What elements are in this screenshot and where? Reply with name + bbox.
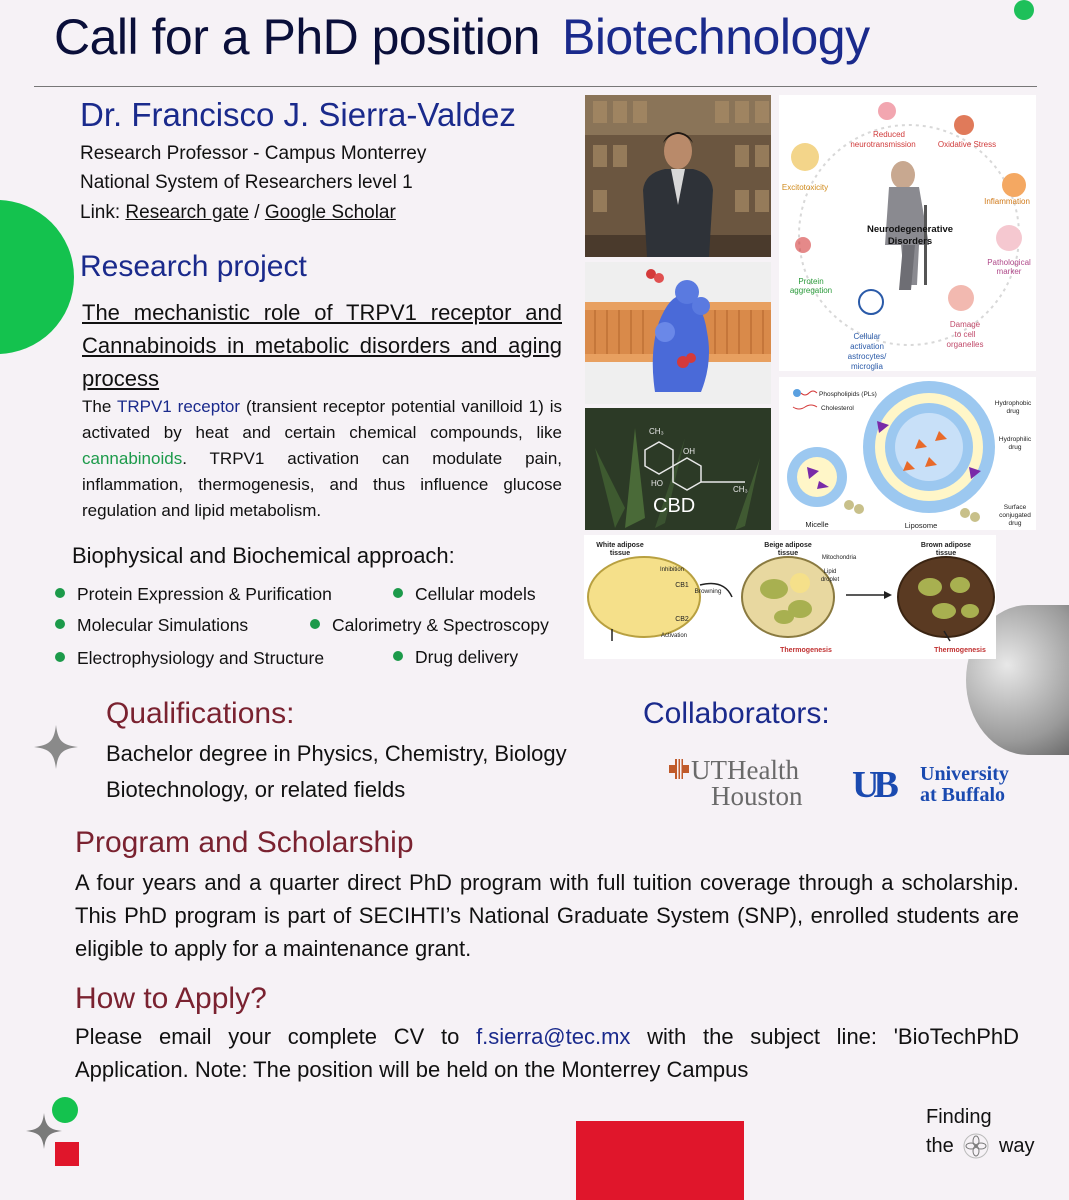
email-link[interactable]: f.sierra@tec.mx (476, 1024, 631, 1049)
neuro-cellular4: microglia (850, 362, 884, 371)
adipose-white: White adipose (596, 542, 644, 549)
adipose-cb1: CB1 (675, 582, 689, 589)
adipose-droplet: droplet (820, 577, 840, 583)
cbd-oh-top: OH (683, 447, 695, 456)
adipose-diagram (584, 535, 996, 659)
adipose-inhibition: Inhibition (659, 567, 685, 573)
ub-mark: UB (852, 764, 893, 806)
cbd-ho: HO (651, 479, 663, 488)
lipo-hydrophilic: Hydrophilic (998, 436, 1032, 443)
adipose-thermo2: Thermogenesis (934, 647, 986, 654)
cbd-ch3-right: CH₃ (733, 485, 748, 494)
bullet-dot (55, 652, 65, 662)
google-scholar-link[interactable]: Google Scholar (264, 202, 396, 223)
researcher-sni: National System of Researchers level 1 (80, 172, 413, 193)
neuro-inflammation: Inflammation (984, 197, 1030, 206)
lipo-surface2: conjugated (999, 512, 1031, 519)
red-square-bottom-left (55, 1142, 79, 1166)
approach-item: Drug delivery (393, 647, 518, 668)
cannabinoids-term: cannabinoids (82, 449, 183, 468)
uthealth-mark-icon (669, 759, 689, 779)
research-gate-link[interactable]: Research gate (125, 202, 249, 223)
red-block-bottom (576, 1121, 744, 1200)
neuro-reduced2: neurotransmission (850, 140, 916, 149)
neuro-pathological: Pathological (987, 258, 1031, 267)
qualifications-line1: Bachelor degree in Physics, Chemistry, Biology (106, 741, 567, 766)
neuro-cellular2: activation (850, 342, 884, 351)
researcher-role: Research Professor - Campus Monterrey (80, 143, 427, 164)
neuro-damage: Damage (949, 320, 981, 329)
approach-item: Calorimetry & Spectroscopy (310, 615, 549, 636)
adipose-browning: Browning (694, 588, 722, 595)
bullet-dot (393, 651, 403, 661)
apply-text: Please email your complete CV to f.sierra@tec.mx with the subject line: 'BioTechPhD Application. Note: The position will be held on the Monterrey Campus (75, 1024, 1019, 1082)
adipose-activation: Activation (660, 633, 688, 639)
lipo-cholesterol: Cholesterol (821, 405, 854, 412)
apply-heading: How to Apply? (75, 982, 267, 1015)
neuro-cellular3: astrocytes/ (847, 352, 887, 361)
project-description: The TRPV1 receptor (transient receptor potential vanilloid 1) is activated by heat and certain chemical compounds, like cannabinoids. TRPV1 activation can modulate pain, inflammation, thermogenesis, and thus influence glucose regulation and lipid metabolism. (82, 397, 563, 520)
neuro-excitotoxicity: Excitotoxicity (781, 183, 829, 192)
collaborators-heading: Collaborators: (643, 697, 830, 730)
adipose-brown2: tissue (935, 550, 957, 557)
neuro-pathological2: marker (996, 267, 1022, 276)
cbd-ch3-top: CH₃ (649, 427, 664, 436)
header-divider (34, 86, 1037, 87)
lipo-liposome: Liposome (904, 521, 938, 530)
bullet-dot (55, 619, 65, 629)
lipo-phospholipids: Phospholipids (PLs) (819, 391, 877, 398)
approach-item: Electrophysiology and Structure (55, 648, 324, 669)
trpv1-membrane-image (585, 262, 771, 404)
adipose-beige2: tissue (777, 550, 799, 557)
trpv1-term: TRPV1 receptor (116, 397, 241, 416)
adipose-thermo1: Thermogenesis (780, 647, 832, 654)
lipo-micelle: Micelle (805, 520, 829, 529)
adipose-mitochondria: Mitochondria (821, 555, 857, 561)
adipose-lipid: Lipid (823, 569, 837, 575)
approach-item: Cellular models (393, 584, 536, 605)
neuro-cellular: Cellular (853, 332, 881, 341)
lipo-surface3: drug (1008, 520, 1022, 527)
neuro-center: Neurodegenerative (866, 224, 954, 235)
approach-item: Molecular Simulations (55, 615, 248, 636)
flower-icon (963, 1133, 989, 1159)
approach-item: Protein Expression & Purification (55, 584, 332, 605)
adipose-brown: Brown adipose (920, 542, 972, 549)
neuro-protein2: aggregation (789, 286, 833, 295)
cbd-label: CBD (653, 495, 696, 517)
approach-heading: Biophysical and Biochemical approach: (72, 543, 455, 568)
lipo-hydrophobic: Hydrophobic (994, 400, 1032, 407)
neurodegenerative-diagram (779, 95, 1036, 371)
liposome-diagram (779, 377, 1036, 530)
neuro-center2: Disorders (887, 236, 933, 247)
lipo-hydrophobic2: drug (1006, 408, 1020, 415)
neuro-reduced: Reduced (872, 130, 906, 139)
qualifications-heading: Qualifications: (106, 697, 295, 730)
bullet-dot (393, 588, 403, 598)
bullet-dot (55, 588, 65, 598)
adipose-white2: tissue (609, 550, 631, 557)
bullet-dot (310, 619, 320, 629)
adipose-beige: Beige adipose (764, 542, 812, 549)
lipo-hydrophilic2: drug (1008, 444, 1022, 451)
cbd-image (585, 408, 771, 530)
page-title: Call for a PhD position Biotechnology (54, 9, 870, 65)
program-text: A four years and a quarter direct PhD program with full tuition coverage through a scholarship. This PhD program is part of SECIHTI’s National Graduate System (SNP), enrolled students are eligible to apply for a maintenance grant. (75, 870, 1019, 961)
footer-finding: Finding (926, 1106, 992, 1128)
adipose-cb2: CB2 (675, 616, 689, 623)
research-project-heading: Research project (80, 250, 307, 283)
project-title: The mechanistic role of TRPV1 receptor and Cannabinoids in metabolic disorders and aging process (82, 300, 562, 391)
neuro-damage2: to cell (954, 330, 976, 339)
sparkle-icon-left (34, 725, 78, 774)
neuro-oxidative: Oxidative Stress (937, 140, 997, 149)
footer-tagline: the way (926, 1135, 1035, 1157)
researcher-photo (585, 95, 771, 257)
lipo-surface: Surface (1003, 504, 1027, 511)
green-dot-top-right (1014, 0, 1034, 20)
qualifications-line2: Biotechnology, or related fields (106, 777, 406, 802)
program-heading: Program and Scholarship (75, 826, 414, 859)
neuro-damage3: organelles (946, 340, 984, 349)
green-half-circle-left (0, 200, 74, 354)
title-field: Biotechnology (561, 9, 870, 65)
neuro-protein: Protein (798, 277, 824, 286)
researcher-links: Link: Research gate / Google Scholar (80, 202, 396, 223)
researcher-name: Dr. Francisco J. Sierra-Valdez (80, 96, 516, 133)
